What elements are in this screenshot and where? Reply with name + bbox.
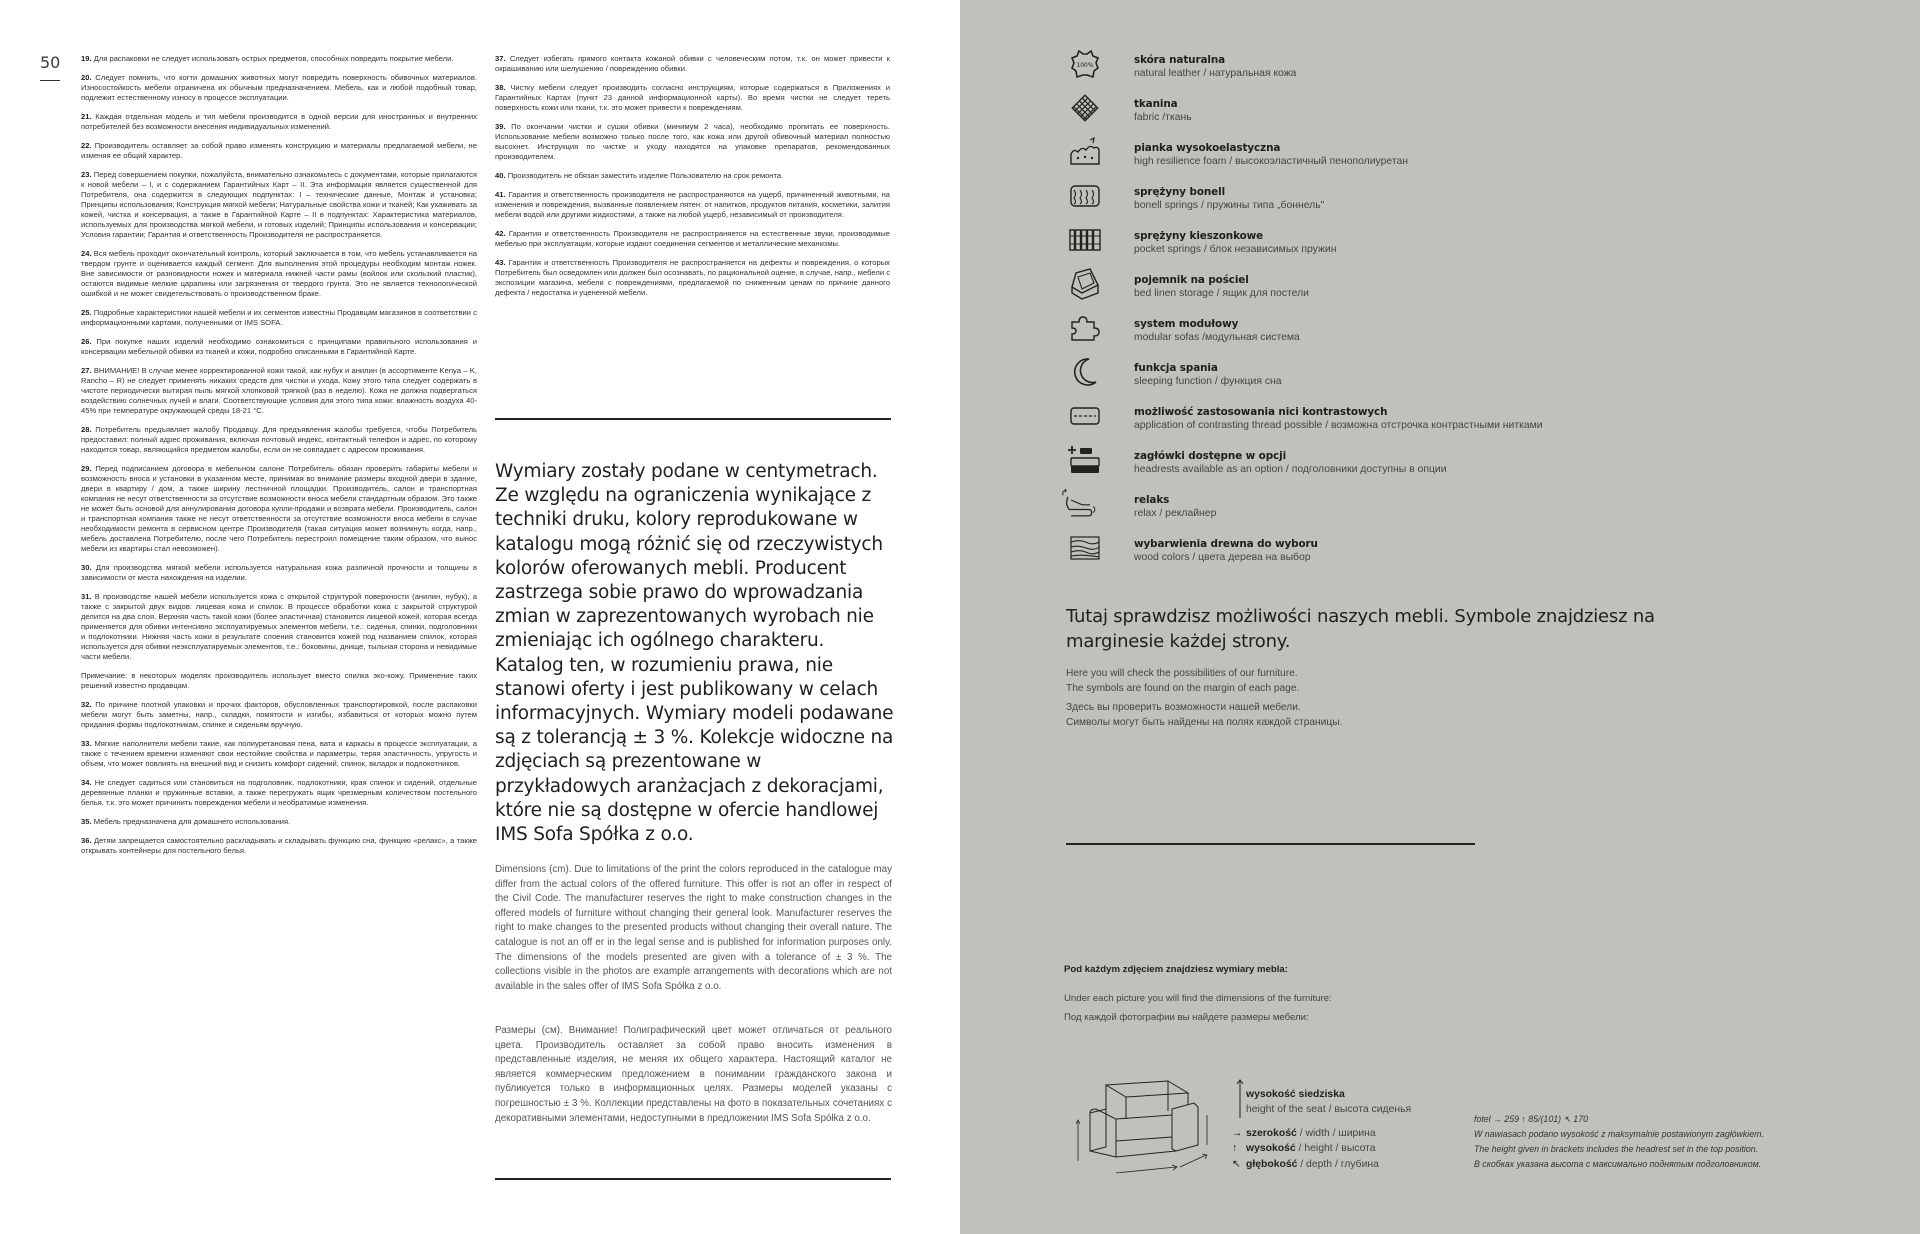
paragraph-number: 36. bbox=[81, 836, 92, 845]
paragraph-text: Для распаковки не следует использовать острых предметов, способных повредить покрытие мебели. bbox=[93, 54, 454, 63]
up-arrow-icon: ↑ bbox=[1232, 1143, 1238, 1154]
paragraph-number: 38. bbox=[495, 83, 506, 92]
symbol-title: wybarwienia drewna do wyboru bbox=[1134, 538, 1318, 550]
symbol-title: pianka wysokoelastyczna bbox=[1134, 142, 1281, 154]
symbol-row bbox=[1066, 90, 1886, 134]
catalog-disclaimer-en: Dimensions (cm). Due to limitations of the print the colors reproduced in the catalogue may differ from the actual colors of the offered furniture. This offer is not an offer in respect of the Civil Code. The manufacturer reserves the right to make construction changes in the offered models of furniture without changing their general look. Manufacturer reserves the right to make changes to the presented products without changing their overall nature. The catalogue is not an off er in the legal sense and is published for information purposes only. The dimensions of the models presented are given with a tolerance of ± 3 %. The collections visible in the photos are example arrangements with decorations which are not available in the sales offer of IMS Sofa Spółka z o.o. bbox=[495, 864, 892, 992]
terms-column-left bbox=[81, 54, 477, 865]
paragraph-number: 31. bbox=[81, 592, 92, 601]
terms-paragraph bbox=[81, 337, 477, 357]
terms-paragraph bbox=[81, 425, 477, 455]
paragraph-number: 21. bbox=[81, 112, 92, 121]
terms-paragraph bbox=[81, 464, 477, 554]
symbols-subtitle-ru bbox=[1066, 700, 1342, 730]
catalog-disclaimer-pl: Wymiary zostały podane w centymetrach. Ze względu na ograniczenia wynikające z techniki druku, kolory reprodukowane w katalogu mogą różnić się od rzeczywistych kolorów oferowanych mebli. Producent zastrzega sobie prawo do wprowadzania zmian w zaprezentowanych wyrobach nie zmieniając ich ogólnego charakteru. Katalog ten, w rozumieniu prawa, nie stanowi oferty i jest publikowany w celach informacyjnych. Wymiary modeli podawane są z tolerancją ± 3 %. Kolekcje widoczne na zdjęciach są prezentowane w przykładowych aranżacjach z dekoracjami, które nie są dostępne w ofercie handlowej IMS Sofa Spółka z o.o. bbox=[495, 461, 894, 846]
symbol-row bbox=[1066, 178, 1886, 222]
seat-height-title: wysokość siedziska bbox=[1246, 1089, 1345, 1100]
symbol-title: możliwość zastosowania nici kontrastowych bbox=[1134, 406, 1388, 418]
symbol-subtitle: bonell springs / пружины типа „боннель" bbox=[1134, 200, 1325, 211]
terms-paragraph bbox=[81, 563, 477, 583]
paragraph-text: Перед подписанием договора в мебельном салоне Потребитель обязан проверить габариты мебели и возможность вноса и установки в указанном месте, принимая во внимание размеры входной двери в здание, двери в квартиру / дом, а также ширину лестничной площадки. Производитель, салон и транспортная компания не несут ответственности за отсутствие возможности вноса мебели стандартным образом. Это также не может быть основой для аннулирования договора купли-продажи и возврата мебели. Производитель, салон и транспортная компания также не несут ответственности за отсутствие возможности вноса мебели в случае необходимости ремонта в сервисном центре Производителя (такая ситуация может возникнуть когда, напр., мебель доставлена Потребителю, после чего Потребитель перестроил помещение таким образом, что вынос мебели из квартиры стал невозможен). bbox=[81, 464, 477, 553]
symbols-subtitle-en bbox=[1066, 666, 1299, 696]
right-page bbox=[960, 0, 1920, 1234]
paragraph-number: 28. bbox=[81, 425, 92, 434]
paragraph-text: Производитель оставляет за собой право изменять конструкцию и материалы предлагаемой мебели, не изменяя ее общий характер. bbox=[81, 141, 477, 160]
moon-icon bbox=[1066, 354, 1104, 390]
symbol-title: pojemnik na pościel bbox=[1134, 274, 1249, 286]
page-number: 50 bbox=[40, 53, 61, 72]
paragraph-text: Потребитель предъявляет жалобу Продавцу. Для предъявления жалобы требуется, чтобы Потребитель предоставил: полный адрес проживания, включая почтовый индекс, контактный телефон и адрес, по которому находится товар, являющийся предметом жалобы, если он не совпадает с адресом проживания. bbox=[81, 425, 477, 454]
symbols-legend bbox=[1066, 46, 1886, 574]
paragraph-text: Гарантия и ответственность производителя не распространяются на ущерб, причиненный животными, на изменения и повреждения, вызванные появлением пятен: от напитков, продуктов питания, косметики, залития мебели водой или другими жидкостями, а также на любой ущерб, независимый от производителя. bbox=[495, 190, 890, 219]
paragraph-number: 37. bbox=[495, 54, 506, 63]
symbol-row bbox=[1066, 46, 1886, 90]
diagonal-arrow-icon: ↖ bbox=[1232, 1159, 1241, 1170]
symbol-subtitle: fabric /ткань bbox=[1134, 112, 1192, 123]
symbol-subtitle: relax / реклайнер bbox=[1134, 508, 1217, 519]
symbol-title: system modułowy bbox=[1134, 318, 1239, 330]
seat-height-subtitle: height of the seat / высота сиденья bbox=[1246, 1104, 1412, 1115]
paragraph-number: 29. bbox=[81, 464, 92, 473]
terms-paragraph bbox=[81, 700, 477, 730]
symbols-headline: Tutaj sprawdzisz możliwości naszych mebli. Symbole znajdziesz na marginesie każdej strony. bbox=[1066, 606, 1655, 652]
paragraph-text: Производитель не обязан заместить изделие Пользователю на срок ремонта. bbox=[507, 171, 784, 180]
paragraph-number: 23. bbox=[81, 170, 92, 179]
paragraph-text: В производстве нашей мебели используется кожа с открытой структурой поверхности (анилин, нубук), а также с закрытой двух видов: лицевая кожа и спилок. В процессе обработки кожа с закрытой структурой делится на два слоя. Верхняя часть такой кожи (более эластичная) становится лицевой кожей, которая всегда применяется для обивки интенсивно эксплуатируемых элементов мебели, т.е.: сиденья, спинки, подголовники и подлокотники. Нижняя часть кожи в результате слоения становится кожей под названием спилок, которая используется для обивки неэксплуатируемых элементов, т.е.: боковины, днище, тыльная сторона и невидимые части мебели. bbox=[81, 592, 477, 661]
paragraph-number: 20. bbox=[81, 73, 92, 82]
terms-paragraph bbox=[81, 817, 477, 827]
subtitle-line: Символы могут быть найдены на полях каждой страницы. bbox=[1066, 717, 1343, 728]
paragraph-number: 27. bbox=[81, 366, 92, 375]
subtitle-line: Здесь вы проверить возможности нашей мебели. bbox=[1066, 702, 1301, 713]
divider-right bbox=[1066, 843, 1475, 845]
symbol-subtitle: headrests available as an option / подголовники доступны в опции bbox=[1134, 464, 1447, 475]
terms-paragraph bbox=[81, 141, 477, 161]
terms-paragraph bbox=[81, 836, 477, 856]
paragraph-text: При покупке наших изделий необходимо ознакомиться с принципами правильного использования и консервации мебельной обивки из тканей и кожи, подробно описанными в Гарантийной Карте. bbox=[81, 337, 477, 356]
svg-text:100%: 100% bbox=[1076, 62, 1094, 69]
symbol-subtitle: sleeping function / функция сна bbox=[1134, 376, 1282, 387]
symbol-title: tkanina bbox=[1134, 98, 1178, 110]
paragraph-text: Каждая отдельная модель и тип мебели производится в одной версии для иностранных и внутренних потребителей без возможности внесения индивидуальных изменений. bbox=[81, 112, 477, 131]
paragraph-text: Чистку мебели следует производить согласно инструкциям, которые содержаться в Приложениях и Гарантийных Картах (пункт 23 данной информационной карты). Во время чистки не следует тереть поверхность кожи или ткани, т.к. это может привести к повреждениям. bbox=[495, 83, 890, 112]
dimensions-note-ru: Под каждой фотографии вы найдете размеры мебели: bbox=[1064, 1012, 1309, 1023]
puzzle-icon bbox=[1066, 310, 1104, 346]
symbol-row bbox=[1066, 222, 1886, 266]
terms-paragraph bbox=[495, 229, 890, 249]
legend-width: → szerokość / width / ширина bbox=[1232, 1128, 1376, 1139]
symbol-row bbox=[1066, 354, 1886, 398]
thread-icon bbox=[1066, 398, 1104, 434]
headrest-icon bbox=[1066, 442, 1104, 478]
foam-icon bbox=[1066, 134, 1104, 170]
paragraph-text: Примечание: в некоторых моделях производитель использует вместо спилка эко-кожу. Применение таких решений известно продавцам. bbox=[81, 671, 477, 690]
terms-paragraph bbox=[495, 258, 890, 298]
terms-paragraph bbox=[81, 170, 477, 240]
paragraph-number: 22. bbox=[81, 141, 92, 150]
paragraph-text: Вся мебель проходит окончательный контроль, который заключается в том, что мебель устанавливается на твердом грунте и оценивается каждый сегмент. Для выполнения этой процедуры необходим монтаж ножек. Вне зависимости от разновидности ножек и материала нижней части рамы (войлок или скользкий пластик), остаются видимые мелкие царапины или загрязнения от твердого грунта. Это не является технологической ошибкой и не может свидетельствовать о производственном браке. bbox=[81, 249, 477, 298]
paragraph-text: Перед совершением покупки, пожалуйста, внимательно ознакомьтесь с документами, которые прилагаются к новой мебели – I, и с содержанием Гарантийных Карт – II. Эта информация является существенной для Потребителя, она содержится в следующих подпунктах: I – технические данные, Монтаж и установка; Принципы использования; Конструкция мягкой мебели; Натуральные свойства кожи и тканей; Как ухаживать за кожей, чистка и консервация, а также в Гарантийной Карте – II в подпунктах: Характеристика материалов, используемых для производства мягкой мебели, и готовых изделий; Принципы использования и консервации; Условия гарантии; Гарантия и ответственность Производителя не распространяется. bbox=[81, 170, 477, 239]
catalog-disclaimer-ru: Размеры (см). Внимание! Полиграфический цвет может отличаться от реального цвета. Производитель оставляет за собой право вносить изменения в представленные изделия, не меняя их общего характера. Настоящий каталог не является коммерческим предложением в понимании гражданского закона и публикуется только в информационных целях. Размеры моделей указаны с погрешностью ± 3 %. Коллекции представлены на фото в показательных сочетаниях с декоративными элементами, недоступными в предложении IMS Sofa Spółka z o.o. bbox=[495, 1025, 892, 1124]
paragraph-text: Подробные характеристики нашей мебели и их сегментов известны Продавцам магазинов в соответствии с информационными картами, полученными от IMS SOFA. bbox=[81, 308, 477, 327]
terms-paragraph bbox=[81, 671, 477, 691]
symbol-title: relaks bbox=[1134, 494, 1170, 506]
paragraph-number: 42. bbox=[495, 229, 506, 238]
symbol-title: skóra naturalna bbox=[1134, 54, 1226, 66]
symbol-row bbox=[1066, 530, 1886, 574]
page-number-underline bbox=[40, 80, 60, 81]
armchair-dimensions-drawing bbox=[1076, 1075, 1216, 1183]
symbol-subtitle: modular sofas /модульная система bbox=[1134, 332, 1300, 343]
paragraph-text: ВНИМАНИЕ! В случае менее корректированной кожи такой, как нубук и анилин (в ассортименте Kenya – K, Rancho – R) не следует применять никаких средств для чистки и ухода. Кожу этого типа следует содержать в чистоте периодически вытирая пыль мягкой хлопковой тряпкой (раз в неделю). Кожа не должна подвергаться воздействию солнечных лучей и влаги. Соответствующие условия для этого типа кожи: влажность воздуха 40-45% при температуре окружающей среды 18-21 °C. bbox=[81, 366, 477, 415]
paragraph-text: Мягкие наполнители мебели такие, как полиуретановая пена, вата и каркасы в процессе эксплуатации, а также с течением времени изменяют свои нестойкие свойства и параметры, теряя эластичность, упругость и объем, что может повлиять на внешний вид и снизить комфорт сидений, спинок, вкладок и подлокотников. bbox=[81, 739, 477, 768]
symbol-row bbox=[1066, 398, 1886, 442]
terms-paragraph bbox=[81, 366, 477, 416]
terms-paragraph bbox=[495, 54, 890, 74]
symbol-subtitle: high resilience foam / высокоэластичный пенополиуретан bbox=[1134, 156, 1408, 167]
symbol-subtitle: wood colors / цвета дерева на выбор bbox=[1134, 552, 1311, 563]
paragraph-number: 26. bbox=[81, 337, 92, 346]
paragraph-text: По окончании чистки и сушки обивки (минимум 2 часа), необходимо пропитать ее поверхность. Использование мебели возможно только после того, как кожа или другой обивочный материал полностью высохнет. Инструкция по чистке и уходу находятся на упаковке препаратов, рекомендованных производителем. bbox=[495, 122, 890, 161]
paragraph-text: Детям запрещается самостоятельно раскладывать и складывать функцию сна, функцию «релакс», а также открывать контейнеры для постельного белья. bbox=[81, 836, 477, 855]
example-line: The height given in brackets includes the headrest set in the top position. bbox=[1474, 1144, 1759, 1154]
paragraph-text: Гарантия и ответственность Производителя не распространяется на дефекты и повреждения, о которых Потребитель был осведомлен или должен был осознавать, по рациональной оценке, в случае, напр., мебели с экспозиции магазина, мебели с повреждениями, предлагаемой по сниженным ценам по причине данного дефекта / недостатка и уцененной мебели. bbox=[495, 258, 890, 297]
terms-paragraph bbox=[81, 592, 477, 662]
symbol-title: funkcja spania bbox=[1134, 362, 1218, 374]
legend-depth: ↖ głębokość / depth / глубина bbox=[1232, 1159, 1379, 1170]
paragraph-number: 43. bbox=[495, 258, 506, 267]
example-line: fotel → 259 ↑ 85/(101) ↖ 170 bbox=[1474, 1114, 1588, 1124]
paragraph-text: Мебель предназначена для домашнего использования. bbox=[93, 817, 291, 826]
example-line: W nawiasach podano wysokość z maksymalnie postawionym zagłówkiem. bbox=[1474, 1129, 1764, 1139]
terms-paragraph bbox=[495, 83, 890, 113]
right-arrow-icon: → bbox=[1232, 1128, 1243, 1139]
subtitle-line: The symbols are found on the margin of each page. bbox=[1066, 683, 1300, 694]
symbol-row bbox=[1066, 486, 1886, 530]
paragraph-text: Гарантия и ответственность Производителя не распространяется на естественные звуки, производимые мебелью при эксплуатации, которые издают соединения сегментов и металлические механизмы. bbox=[495, 229, 890, 248]
terms-paragraph bbox=[495, 171, 890, 181]
terms-paragraph bbox=[81, 112, 477, 132]
paragraph-number: 24. bbox=[81, 249, 92, 258]
paragraph-number: 30. bbox=[81, 563, 92, 572]
dimensions-note-en: Under each picture you will find the dimensions of the furniture: bbox=[1064, 993, 1332, 1004]
paragraph-text: Следует помнить, что когти домашних животных могут повредить поверхность обивочных материалов. Износостойкость мебели ограничена их обычным предназначением. Мебель, как и любой подобный товар, подлежит естественному износу в процессе эксплуатации. bbox=[81, 73, 477, 102]
leather-icon bbox=[1066, 46, 1104, 82]
fabric-icon bbox=[1066, 90, 1104, 126]
terms-paragraph bbox=[81, 778, 477, 808]
pocket-spring-icon bbox=[1066, 222, 1104, 258]
paragraph-number: 19. bbox=[81, 54, 92, 63]
divider-bottom bbox=[495, 1178, 891, 1180]
terms-paragraph bbox=[81, 54, 477, 64]
symbol-title: sprężyny kieszonkowe bbox=[1134, 230, 1264, 242]
paragraph-number: 41. bbox=[495, 190, 506, 199]
paragraph-number: 35. bbox=[81, 817, 92, 826]
symbol-row bbox=[1066, 310, 1886, 354]
symbol-row bbox=[1066, 266, 1886, 310]
terms-paragraph bbox=[495, 190, 890, 220]
symbol-subtitle: natural leather / натуральная кожа bbox=[1134, 68, 1297, 79]
paragraph-text: Не следует садиться или становиться на подголовник, подлокотники, края спинок и сидений, отдельные деревянные планки и пружинные вставки, а также перегружать ящик чрезмерным количеством постельного белья, т.к. это может причинить повреждения мебели и необратимые изменения. bbox=[81, 778, 477, 807]
paragraph-number: 34. bbox=[81, 778, 92, 787]
paragraph-text: Для производства мягкой мебели используется натуральная кожа различной прочности и толщины в зависимости от места нахождения на изделии. bbox=[81, 563, 477, 582]
bed-linen-storage-icon bbox=[1066, 266, 1104, 302]
symbol-subtitle: application of contrasting thread possible / возможна отстрочка контрастными нитками bbox=[1134, 420, 1543, 431]
terms-paragraph bbox=[81, 308, 477, 328]
paragraph-text: По причине плотной упаковки и прочих факторов, обусловленных транспортировкой, после распаковки мебели могут быть заметны, напр., складки, помятости и изгибы, избавиться от которых можно путем придания формы подлокотникам, спинке и сиденьям вручную. bbox=[81, 700, 477, 729]
relax-icon bbox=[1060, 486, 1098, 522]
paragraph-number: 25. bbox=[81, 308, 92, 317]
bonell-spring-icon bbox=[1066, 178, 1104, 214]
legend-height: ↑ wysokość / height / высота bbox=[1232, 1143, 1376, 1154]
terms-paragraph bbox=[81, 73, 477, 103]
divider-top bbox=[495, 418, 891, 420]
symbol-subtitle: pocket springs / блок независимых пружин bbox=[1134, 244, 1337, 255]
terms-column-right bbox=[495, 54, 890, 307]
paragraph-number: 32. bbox=[81, 700, 92, 709]
wood-icon bbox=[1066, 530, 1104, 566]
symbol-title: sprężyny bonell bbox=[1134, 186, 1226, 198]
paragraph-text: Следует избегать прямого контакта кожаной обивки с человеческим потом, т.к. он может привести к окрашиванию или шелушению / повреждению обивки. bbox=[495, 54, 890, 73]
symbol-row bbox=[1066, 134, 1886, 178]
example-line: В скобках указана высота с максимально поднятым подголовником. bbox=[1474, 1159, 1762, 1169]
terms-paragraph bbox=[495, 122, 890, 162]
paragraph-number: 33. bbox=[81, 739, 92, 748]
paragraph-number: 40. bbox=[495, 171, 506, 180]
symbol-subtitle: bed linen storage / ящик для постели bbox=[1134, 288, 1309, 299]
symbol-row bbox=[1066, 442, 1886, 486]
subtitle-line: Here you will check the possibilities of our furniture. bbox=[1066, 668, 1298, 679]
paragraph-number: 39. bbox=[495, 122, 506, 131]
up-arrow-icon bbox=[1236, 1078, 1244, 1118]
dimensions-heading: Pod każdym zdjęciem znajdziesz wymiary mebla: bbox=[1064, 964, 1288, 975]
symbol-title: zagłówki dostępne w opcji bbox=[1134, 450, 1287, 462]
terms-paragraph bbox=[81, 249, 477, 299]
dimensions-example bbox=[1474, 1112, 1764, 1172]
terms-paragraph bbox=[81, 739, 477, 769]
dimensions-legend bbox=[1232, 1128, 1379, 1173]
